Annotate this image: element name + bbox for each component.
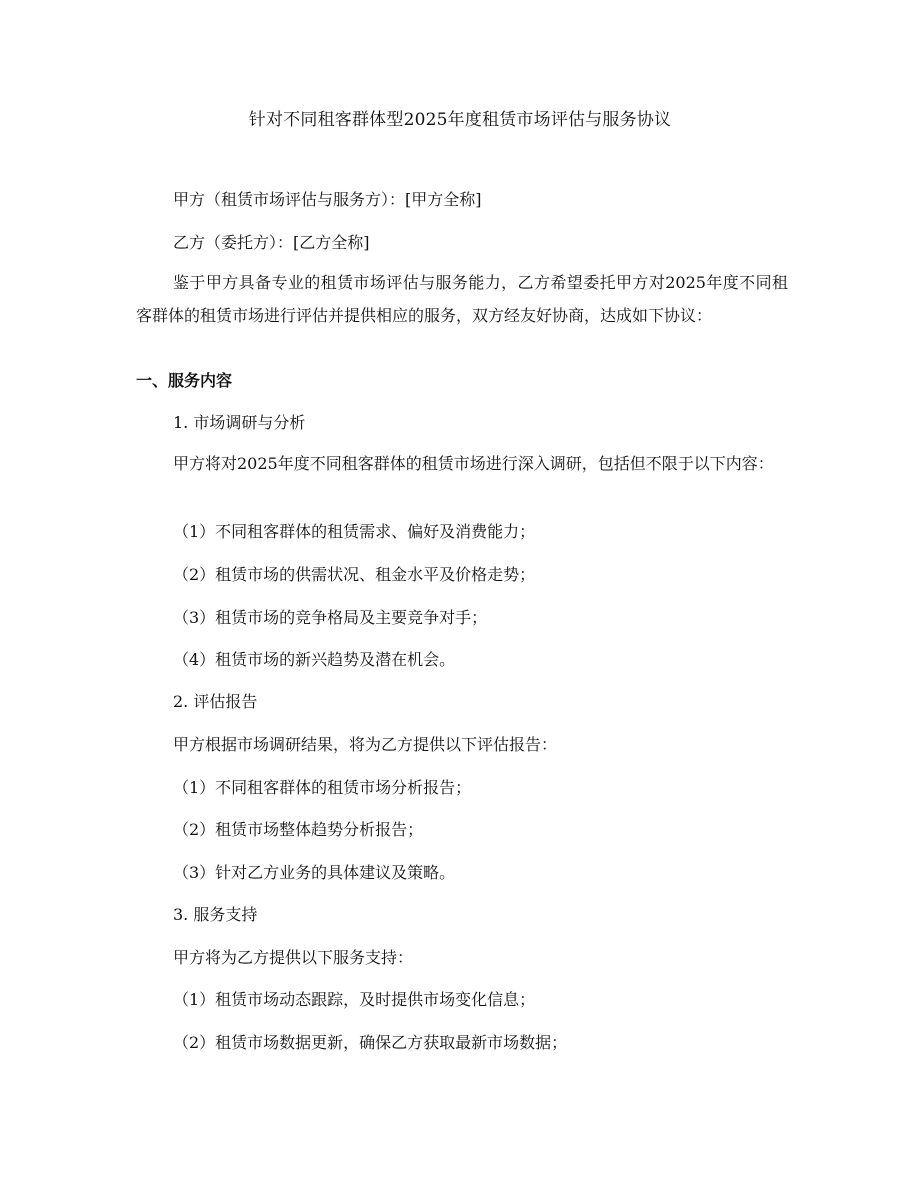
item-2-intro: 甲方根据市场调研结果，将为乙方提供以下评估报告： <box>173 735 558 754</box>
item-2-point-3: （3）针对乙方业务的具体建议及策略。 <box>173 863 456 882</box>
item-1-point-4: （4）租赁市场的新兴趋势及潜在机会。 <box>173 650 456 669</box>
section-1-heading: 一、服务内容 <box>136 371 233 390</box>
item-2-title: 2. 评估报告 <box>173 692 258 711</box>
party-a-line: 甲方（租赁市场评估与服务方）：[甲方全称] <box>173 190 482 209</box>
item-1-point-2: （2）租赁市场的供需状况、租金水平及价格走势； <box>173 565 536 584</box>
preamble-paragraph: 鉴于甲方具备专业的租赁市场评估与服务能力，乙方希望委托甲方对2025年度不同租客群体的租赁市场进行评估并提供相应的服务，双方经友好协商，达成如下协议： <box>136 273 788 325</box>
document-title: 针对不同租客群体型2025年度租赁市场评估与服务协议 <box>248 110 672 130</box>
item-3-intro: 甲方将为乙方提供以下服务支持： <box>173 948 414 967</box>
party-b-line: 乙方（委托方）：[乙方全称] <box>173 233 370 252</box>
item-2-point-2: （2）租赁市场整体趋势分析报告； <box>173 820 424 839</box>
item-1-point-3: （3）租赁市场的竞争格局及主要竞争对手； <box>173 608 488 627</box>
item-1-title: 1. 市场调研与分析 <box>173 413 306 432</box>
item-3-point-1: （1）租赁市场动态跟踪，及时提供市场变化信息； <box>173 990 536 1009</box>
item-1-intro: 甲方将对2025年度不同租客群体的租赁市场进行深入调研，包括但不限于以下内容： <box>173 454 774 473</box>
item-1-point-1: （1）不同租客群体的租赁需求、偏好及消费能力； <box>173 522 536 541</box>
item-3-title: 3. 服务支持 <box>173 905 258 924</box>
item-2-point-1: （1）不同租客群体的租赁市场分析报告； <box>173 778 472 797</box>
item-3-point-2: （2）租赁市场数据更新，确保乙方获取最新市场数据； <box>173 1033 568 1052</box>
